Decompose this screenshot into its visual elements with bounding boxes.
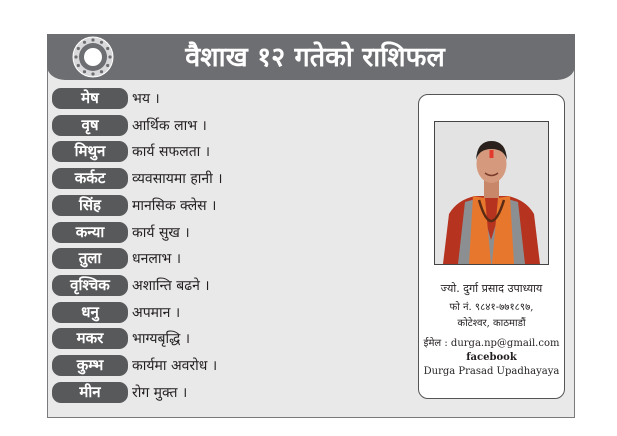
- list-item: [52, 355, 412, 376]
- list-item: [52, 222, 412, 243]
- prediction-text: भय ।: [132, 91, 160, 107]
- sign-badge: मेष: [52, 88, 128, 109]
- astrologer-email: ईमेल : durga.np@gmail.com: [423, 338, 560, 349]
- sign-badge: कन्या: [52, 222, 128, 243]
- prediction-text: धनलाभ ।: [132, 251, 182, 268]
- facebook-name: Durga Prasad Upadhayaya: [423, 366, 560, 377]
- astrologer-photo: [434, 121, 549, 265]
- sign-badge: वृश्चिक: [52, 275, 128, 296]
- prediction-text: भाग्यबृद्धि ।: [132, 331, 191, 348]
- list-item: [52, 115, 412, 136]
- sign-badge: तुला: [52, 248, 128, 269]
- astrologer-name: ज्यो. दुर्गा प्रसाद उपाध्याय: [440, 282, 543, 295]
- list-item: [52, 382, 412, 403]
- astrologer-phone: फो नं. ९८४१-७७१८९७,: [449, 302, 534, 313]
- sign-badge: मकर: [52, 328, 128, 349]
- astrologer-address: कोटेश्वर, काठमाडौं: [457, 318, 526, 329]
- page-title: वैशाख १२ गतेको राशिफल: [185, 42, 445, 73]
- list-item: [52, 195, 412, 216]
- prediction-text: रोग मुक्त ।: [132, 384, 188, 401]
- prediction-text: कार्य सुख ।: [132, 224, 190, 241]
- list-item: [52, 141, 412, 162]
- list-item: [52, 168, 412, 189]
- sign-badge: कर्कट: [52, 168, 128, 189]
- sign-badge: धनु: [52, 302, 128, 323]
- list-item: [52, 88, 412, 109]
- list-item: [52, 302, 412, 323]
- zodiac-wheel-icon: [72, 36, 114, 78]
- sign-badge: कुम्भ: [52, 355, 128, 376]
- sign-badge: वृष: [52, 115, 128, 136]
- facebook-label: facebook: [466, 352, 517, 363]
- prediction-text: कार्यमा अवरोध ।: [132, 358, 218, 374]
- sign-badge: सिंह: [52, 195, 128, 216]
- prediction-text: मानसिक क्लेस ।: [132, 197, 217, 214]
- list-item: [52, 275, 412, 296]
- sign-badge: मिथुन: [52, 141, 128, 162]
- prediction-text: अपमान ।: [132, 304, 181, 321]
- list-item: [52, 248, 412, 269]
- prediction-text: आर्थिक लाभ ।: [132, 117, 207, 134]
- prediction-text: कार्य सफलता ।: [132, 144, 211, 161]
- prediction-text: व्यवसायमा हानी ।: [132, 171, 223, 188]
- prediction-text: अशान्ति बढने ।: [132, 277, 210, 294]
- list-item: [52, 328, 412, 349]
- sign-badge: मीन: [52, 382, 128, 403]
